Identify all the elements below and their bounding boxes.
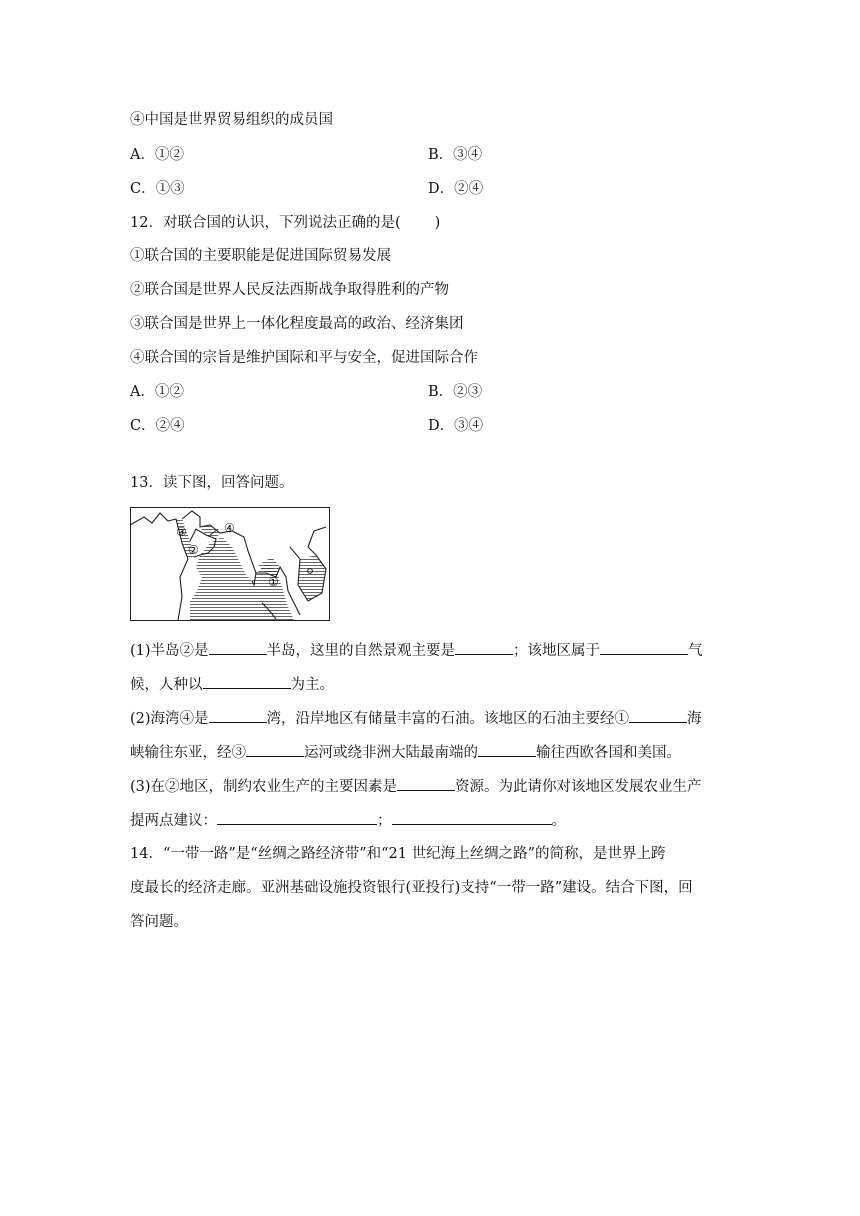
q13-p1-blank-2[interactable] [455,640,513,655]
q13-p1-text-b: 半岛，这里的自然景观主要是 [266,643,456,659]
q13-p2-text-c: 海 [687,711,702,727]
q13-part2-line1 [130,708,702,729]
q11-statement-4: ④中国是世界贸易组织的成员国 [130,112,333,128]
q12-option-a[interactable]: A．①② [130,384,184,400]
q13-p1-blank-1[interactable] [209,640,267,655]
q12-statement-4: ④联合国的宗旨是维护国际和平与安全，促进国际合作 [130,350,478,366]
q13-p2-text-a: (2)海湾④是 [130,711,209,727]
q13-map [130,507,330,621]
q13-p1-text-f: 为主。 [290,677,334,693]
q13-p2-blank-1[interactable] [209,708,267,723]
q13-p3-blank-3[interactable] [392,810,552,825]
q13-p1-text-d: 气 [688,643,703,659]
q11-option-a[interactable]: A．①② [130,147,184,163]
q13-p2-text-f: 输往西欧各国和美国。 [536,745,681,761]
q13-p1-text-e: 候，人种以 [130,677,203,693]
q13-p1-text-c: ；该地区属于 [513,643,601,659]
q13-p2-text-e: 运河或绕非洲大陆最南端的 [304,745,478,761]
q11-option-c[interactable]: C．①③ [130,181,185,197]
map-label-1: ① [268,575,279,589]
q12-stem [130,213,440,233]
q13-p3-text-e: 。 [551,813,566,829]
q12-statement-1: ①联合国的主要职能是促进国际贸易发展 [130,248,391,264]
q13-p3-text-b: 资源。为此请你对该地区发展农业生产 [455,779,702,795]
q13-part3-line2 [130,810,566,831]
q13-p2-text-d: 峡输往东亚，经③ [130,745,246,761]
q13-p2-blank-3[interactable] [246,742,304,757]
q13-p1-blank-4[interactable] [203,674,291,689]
q13-p2-text-b: 湾，沿岸地区有储量丰富的石油。该地区的石油主要经① [266,711,630,727]
q14-stem-line1: 14．“一带一路”是“丝绸之路经济带”和“21 世纪海上丝绸之路”的简称，是世界上跨 [130,846,666,862]
q13-p3-text-d: ； [377,813,392,829]
q11-option-b[interactable]: B．③④ [428,147,483,163]
q13-stem: 13．读下图，回答问题。 [130,475,294,491]
q13-p3-blank-2[interactable] [217,810,377,825]
q13-p1-text-a: (1)半岛②是 [130,643,209,659]
q14-stem-line3: 答问题。 [130,914,188,930]
q13-part3-line1 [130,776,702,797]
map-label-4: ④ [224,521,235,535]
map-label-3: ③ [176,525,187,539]
q13-p2-blank-2[interactable] [629,708,687,723]
q13-part1-line1 [130,640,703,661]
q12-option-d[interactable]: D．③④ [428,418,484,434]
q12-stem-close: ) [434,215,441,231]
q13-part2-line2 [130,742,681,763]
q12-statement-2: ②联合国是世界人民反法西斯战争取得胜利的产物 [130,282,449,298]
q13-p3-blank-1[interactable] [397,776,455,791]
q13-p1-blank-3[interactable] [600,640,688,655]
q12-stem-text: 12．对联合国的认识，下列说法正确的是( [130,215,401,231]
q11-option-d[interactable]: D．②④ [428,181,484,197]
q12-option-c[interactable]: C．②④ [130,418,185,434]
q13-p3-text-c: 提两点建议： [130,813,217,829]
q13-p2-blank-4[interactable] [478,742,536,757]
q12-statement-3: ③联合国是世界上一体化程度最高的政治、经济集团 [130,316,464,332]
q12-option-b[interactable]: B．②③ [428,384,483,400]
q13-part1-line2 [130,674,334,695]
map-label-2: ② [188,543,199,557]
q13-p3-text-a: (3)在②地区，制约农业生产的主要因素是 [130,779,398,795]
q14-stem-line2: 度最长的经济走廊。亚洲基础设施投资银行(亚投行)支持“一带一路”建设。结合下图，回 [130,880,693,896]
